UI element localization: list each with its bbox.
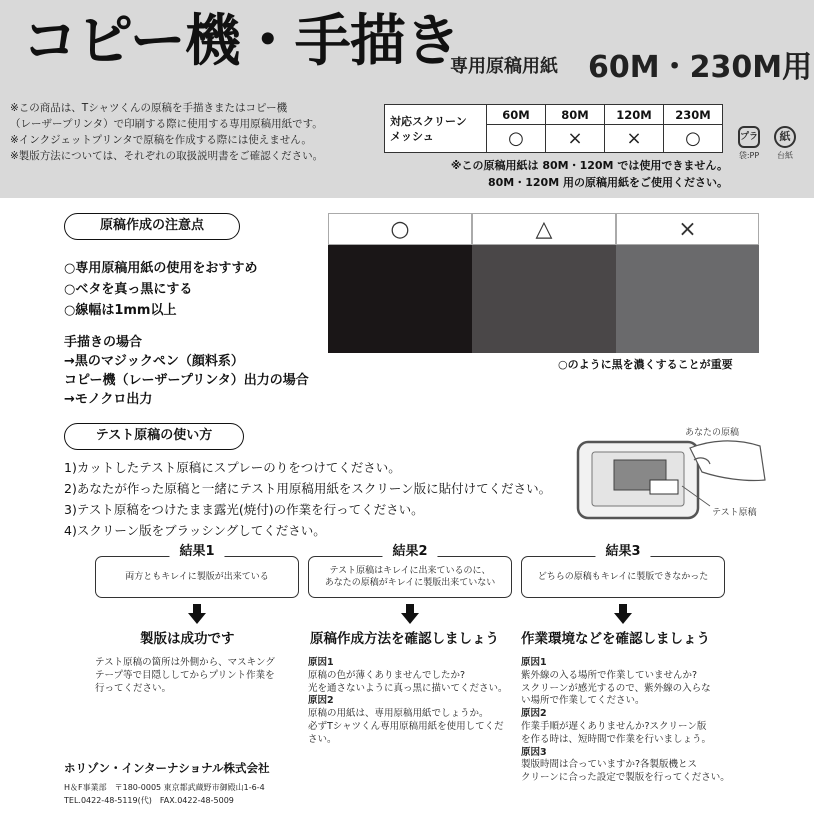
detail-line: 光を通さないように真っ黒に描いてください。 (308, 682, 508, 694)
result-box-2 (308, 544, 512, 598)
company-name: ホリゾン・インターナショナル株式会社 (64, 761, 270, 775)
header-note: ※この商品は、Tシャツくんの原稿を手描きまたはコピー機 (10, 102, 288, 114)
cause-heading: 原因2 (308, 695, 334, 707)
mesh-col-header: 120M (605, 105, 664, 125)
detail-line: を作る時は、短時間で作業を行いましょう。 (521, 733, 712, 745)
detail-line: 原稿の用紙は、専用原稿用紙でしょうか。 (308, 708, 489, 720)
detail-line: クリーンに合った設定で製版を行ってください。 (521, 772, 730, 784)
mesh-label-line2: メッシュ (390, 129, 434, 143)
illustration-label-test: テスト原稿 (712, 508, 757, 518)
tip-item: ○ベタを真っ黒にする (64, 282, 193, 297)
cause-heading: 原因3 (521, 746, 547, 758)
plastic-mark-label: 袋:PP (738, 151, 760, 160)
detail-line: い場所で作業してください。 (521, 695, 645, 707)
usage-heading: テスト原稿の使い方 (64, 423, 244, 450)
mesh-label-line1: 対応スクリーン (390, 114, 467, 128)
mesh-col-header: 80M (546, 105, 605, 125)
usage-step: 1)カットしたテスト原稿にスプレーのりをつけてください。 (64, 460, 401, 475)
result-tag-1: 結果1 (169, 546, 224, 558)
cause-heading: 原因1 (308, 657, 334, 668)
detail-line: 紫外線の入る場所で作業していませんか? (521, 669, 698, 681)
detail-line: 原稿の色が薄くありませんでしたか? (308, 669, 466, 681)
swatch-mark-good: ○ (328, 213, 472, 245)
result-2-details (308, 657, 508, 747)
result-tag-2: 結果2 (382, 546, 437, 558)
header-note: ※インクジェットプリンタで原稿を作成する際には使えません。 (10, 134, 312, 146)
swatch-dark (328, 245, 472, 353)
page-models: 60M・230M用 (588, 50, 813, 85)
down-arrow-icon (401, 604, 419, 624)
tip-item: ○線幅は1mm以上 (64, 303, 177, 318)
tips-list (64, 258, 257, 321)
blackness-swatches (328, 213, 759, 353)
detail-line: 製版時間は合っていますか?各製版機とス (521, 759, 698, 771)
cause-heading: 原因1 (521, 657, 547, 668)
usage-step: 3)テスト原稿をつけたまま露光(焼付)の作業を行ってください。 (64, 502, 424, 517)
detail-line: 必ずTシャツくん専用原稿用紙を使用してくだ (308, 720, 504, 732)
header-note: ※製版方法については、それぞれの取扱説明書をご確認ください。 (10, 150, 324, 162)
mesh-col-header: 230M (664, 105, 723, 125)
illustration-label-original: あなたの原稿 (685, 428, 740, 438)
paper-recycle-icon (772, 126, 798, 161)
result-text-3: どちらの原稿もキレイに製版できなかった (537, 572, 709, 582)
swatch-mark-bad: × (616, 213, 759, 245)
result-tag-3: 結果3 (595, 546, 650, 558)
swatch-medium (472, 245, 616, 353)
mesh-cell: ○ (664, 125, 723, 153)
result-1-details (95, 657, 275, 695)
paper-mark-glyph: 紙 (774, 126, 796, 148)
result-text-1: 両方ともキレイに製版が出来ている (125, 572, 269, 582)
page-title: コピー機・手描き (22, 9, 460, 74)
method-item: 手描きの場合 (64, 335, 143, 350)
detail-line: スクリーンが感光するので、紫外線の入らな (521, 682, 711, 694)
detail-line: さい。 (308, 733, 337, 745)
detail-line: テープ等で目隠ししてからプリント作業を (95, 669, 275, 681)
mesh-cell: × (546, 125, 605, 153)
header-banner (0, 0, 814, 198)
result-text-2: テスト原稿はキレイに出来ているのに、 (329, 566, 491, 576)
mesh-col-header: 60M (487, 105, 546, 125)
header-notes (10, 100, 323, 164)
mesh-cell: × (605, 125, 664, 153)
outcome-3: 作業環境などを確認しましょう (521, 631, 710, 647)
down-arrow-icon (614, 604, 632, 624)
address-line: H＆F事業部 〒180-0005 東京都武蔵野市御殿山1-6-4 (64, 783, 265, 792)
usage-step: 4)スクリーン版をブラッシングしてください。 (64, 523, 326, 538)
mesh-table-label (385, 105, 487, 153)
mesh-cell: ○ (487, 125, 546, 153)
tips-heading: 原稿作成の注意点 (64, 213, 240, 240)
page-subtitle: 専用原稿用紙 (450, 56, 558, 77)
outcome-1: 製版は成功です (140, 631, 235, 647)
methods-list (64, 333, 309, 409)
result-3-details (521, 657, 730, 785)
detail-line: 行ってください。 (95, 682, 172, 694)
method-item: コピー機（レーザープリンタ）出力の場合 (64, 373, 309, 388)
cause-heading: 原因2 (521, 708, 547, 720)
method-item: →モノクロ出力 (64, 392, 153, 407)
detail-line: テスト原稿の箇所は外側から、マスキング (95, 657, 275, 668)
result-text-2: あなたの原稿がキレイに製版出来ていない (324, 578, 496, 588)
paper-mark-label: 台紙 (777, 151, 793, 160)
result-box-1 (95, 544, 299, 598)
mesh-note-line2: 80M・120M 用の原稿用紙をご使用ください。 (488, 176, 728, 189)
header-note: （レーザープリンタ）で印刷する際に使用する専用原稿用紙です。 (10, 118, 323, 130)
outcome-2: 原稿作成方法を確認しましょう (310, 631, 499, 647)
plastic-mark-glyph: プラ (738, 126, 760, 148)
plastic-recycle-icon (736, 126, 762, 161)
mesh-compat-table (384, 104, 723, 153)
down-arrow-icon (188, 604, 206, 624)
detail-line: 作業手順が遅くありませんか?スクリーン版 (521, 720, 707, 732)
result-box-3 (521, 544, 725, 598)
swatch-light (616, 245, 759, 353)
mesh-note (410, 157, 728, 191)
tip-item: ○専用原稿用紙の使用をおすすめ (64, 261, 258, 276)
company-address (64, 781, 265, 807)
method-item: →黒のマジックペン（顔料系） (64, 354, 244, 369)
usage-steps (64, 457, 551, 541)
swatch-mark-fair: △ (472, 213, 616, 245)
usage-step: 2)あなたが作った原稿と一緒にテスト用原稿用紙をスクリーン版に貼付けてください。 (64, 481, 552, 496)
mesh-note-line1: ※この原稿用紙は 80M・120M では使用できません。 (450, 159, 728, 172)
phone-line: TEL.0422-48-5119(代) FAX.0422-48-5009 (64, 796, 234, 805)
swatch-caption: ○のように黒を濃くすることが重要 (558, 358, 733, 371)
